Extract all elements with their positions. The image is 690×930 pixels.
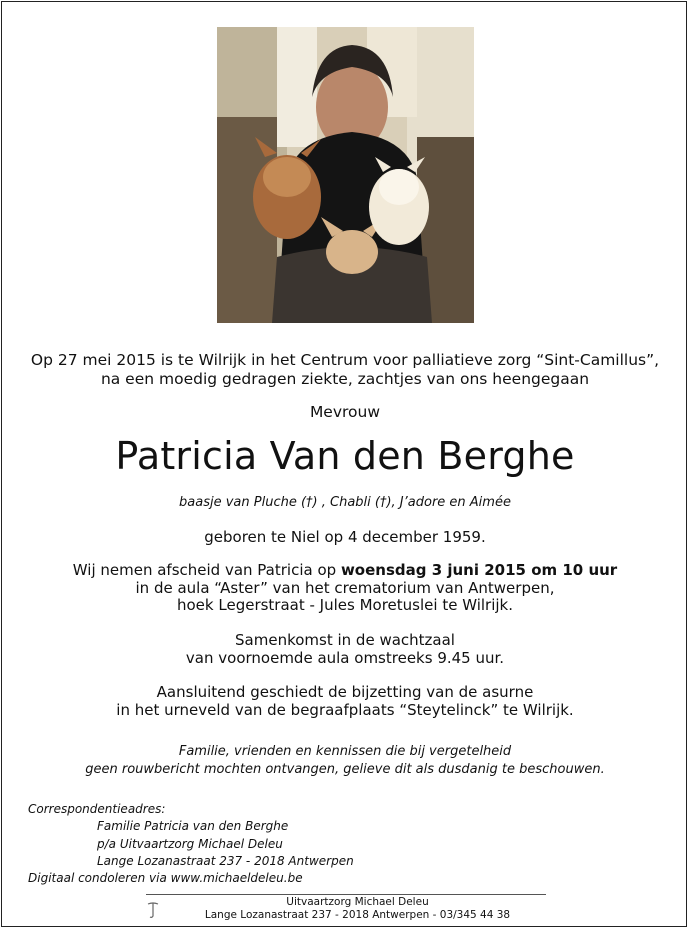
footer-address: Lange Lozanastraat 237 - 2018 Antwerpen - 03/345 44 38: [204, 909, 511, 921]
burial-line-1: Aansluitend geschiedt de bijzetting van de asurne: [156, 683, 534, 701]
digital-condolence-link[interactable]: Digitaal condoleren via www.michaeldeleu.be: [28, 871, 303, 885]
correspondence-line-2: p/a Uitvaartzorg Michael Deleu: [97, 836, 283, 851]
ceremony-line-2: in de aula “Aster” van het crematorium van Antwerpen,: [135, 578, 555, 597]
correspondence-address: [97, 818, 354, 871]
ceremony-line-1: [0, 562, 690, 580]
deceased-name: Patricia Van den Berghe: [115, 434, 575, 478]
burial-line-2: in het urneveld van de begraafplaats “Steytelinck” te Wilrijk.: [116, 700, 574, 719]
notice-line-1: Familie, vrienden en kennissen die bij vergetelheid: [178, 744, 512, 759]
correspondence-label: Correspondentieadres:: [28, 802, 166, 816]
footer-divider: [146, 894, 546, 895]
gathering-text: [0, 632, 690, 667]
honorific: Mevrouw: [309, 403, 381, 421]
portrait-photo-image: [217, 27, 474, 323]
intro-text: [0, 351, 690, 389]
correspondence-line-1: Familie Patricia van den Berghe: [97, 819, 289, 833]
intro-line-2: na een moedig gedragen ziekte, zachtjes van ons heengegaan: [100, 370, 590, 388]
ceremony-line-1-prefix: Wij nemen afscheid van Patricia op: [72, 561, 341, 579]
ceremony-date-time: woensdag 3 juni 2015 om 10 uur: [340, 561, 618, 579]
portrait-photo: [217, 27, 474, 323]
footer-company: Uitvaartzorg Michael Deleu: [286, 896, 429, 908]
notice-line-2: geen rouwbericht mochten ontvangen, gelieve dit als dusdanig te beschouwen.: [85, 761, 605, 777]
ceremony-line-3: hoek Legerstraat - Jules Moretuslei te Wilrijk.: [177, 596, 513, 614]
gathering-line-1: Samenkomst in de wachtzaal: [235, 631, 455, 649]
ceremony-text: [0, 562, 690, 615]
funeral-home-logo-icon: [145, 900, 161, 920]
intro-line-1: Op 27 mei 2015 is te Wilrijk in het Centrum voor palliatieve zorg “Sint-Camillus”,: [30, 351, 660, 369]
notice-text: [0, 743, 690, 778]
gathering-line-2: van voornoemde aula omstreeks 9.45 uur.: [185, 648, 505, 667]
footer: [170, 896, 545, 922]
birth-line: geboren te Niel op 4 december 1959.: [204, 528, 486, 546]
pets-line: baasje van Pluche (†) , Chabli (†), J’adore en Aimée: [179, 495, 511, 510]
burial-text: [0, 684, 690, 719]
correspondence-line-3: Lange Lozanastraat 237 - 2018 Antwerpen: [97, 854, 354, 868]
